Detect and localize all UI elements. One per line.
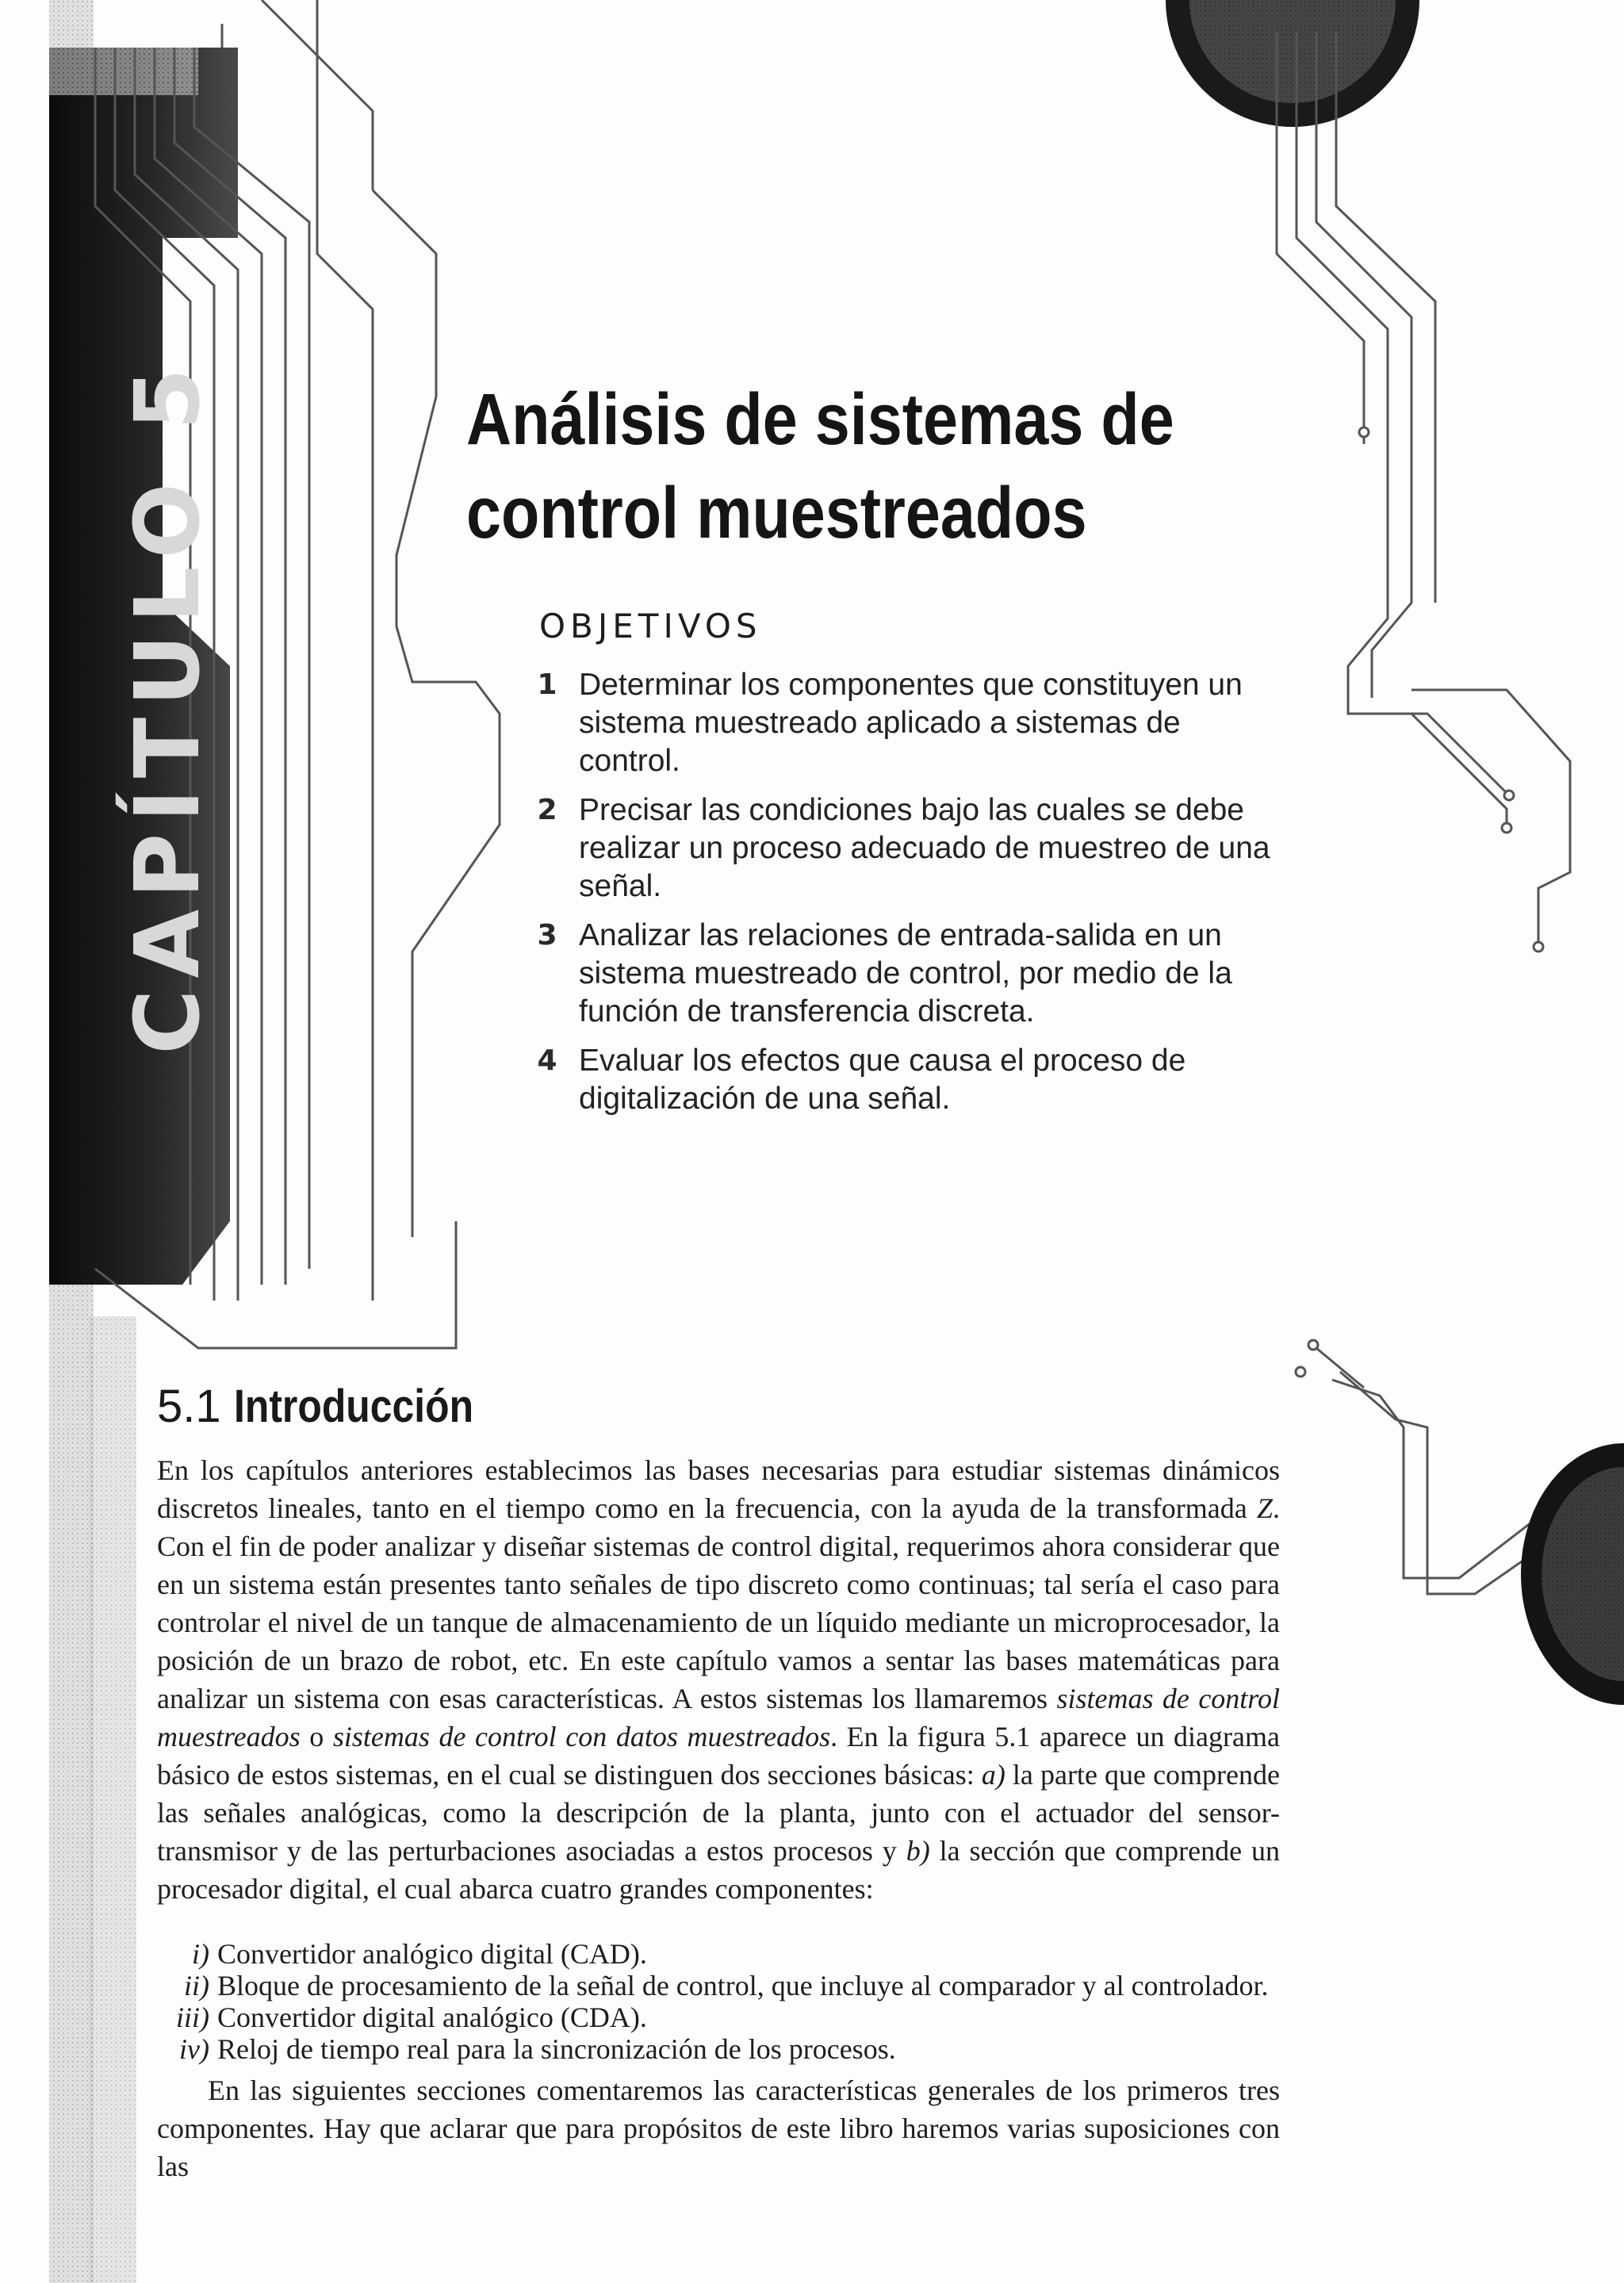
objective-item: [515, 666, 1277, 780]
objective-text: Determinar los componentes que constituyen un sistema muestreado aplicado a sistemas de control.: [579, 668, 1243, 778]
component-text: Convertidor analógico digital (CAD).: [217, 1938, 647, 1970]
component-item: [157, 2001, 1291, 2033]
objectives-list: [515, 666, 1277, 1129]
objective-number: 3: [537, 919, 557, 952]
paragraph-text: . Con el fin de poder analizar y diseñar sistemas de control digital, requerimos ahora considerar que en un sistema están presentes tanto señales de tipo discreto como continuas; tal sería el caso para controlar el nivel de un tanque de almacenamiento de un líquido mediante un microprocesador, la posición de un brazo de robot, etc. En este capítulo vamos a sentar las bases matemáticas para analizar un sistema con esas características. A estos sistemas los llamaremos: [157, 1492, 1280, 1714]
list-marker: b): [906, 1835, 930, 1867]
objective-text: Evaluar los efectos que causa el proceso de digitalización de una señal.: [579, 1044, 1186, 1116]
section-title: Introducción: [233, 1381, 473, 1432]
objective-text: Precisar las condiciones bajo las cuales se debe realizar un proceso adecuado de muestreo de una señal.: [579, 793, 1270, 903]
objectives-heading: OBJETIVOS: [539, 607, 762, 645]
section-heading: [157, 1380, 512, 1433]
right-traces: [1277, 32, 1578, 1594]
chapter-title-line2: control muestreados: [466, 473, 1087, 554]
chapter-title-line1: Análisis de sistemas de: [466, 379, 1174, 460]
paragraph-text: o: [300, 1721, 333, 1752]
component-marker: iii): [176, 2001, 209, 2033]
paragraph-text: la parte que comprende las señales analógicas, como la descripción de la planta, junto con el actuador del sensor-transmisor y de las perturbaciones asociadas a estos procesos y: [157, 1759, 1280, 1867]
paragraph-text: En los capítulos anteriores establecimos las bases necesarias para estudiar sistemas dinámicos discretos lineales, tanto en el tiempo como en la frecuencia, con la ayuda de la transformada: [157, 1454, 1280, 1524]
component-item: [157, 1938, 1291, 1970]
trace-terminals: [1296, 427, 1543, 1377]
component-text: Convertidor digital analógico (CDA).: [217, 2001, 647, 2033]
objective-text: Analizar las relaciones de entrada-salida en un sistema muestreado de control, por medio de la función de transferencia discreta.: [579, 918, 1232, 1028]
intro-paragraph: [157, 1451, 1280, 1908]
objective-item: [515, 917, 1277, 1031]
objective-item: [515, 1042, 1277, 1118]
component-item: [157, 1970, 1291, 2001]
component-item: [157, 2033, 1291, 2065]
defined-term: sistemas de control con datos muestreados: [332, 1721, 831, 1752]
component-marker: iv): [179, 2033, 209, 2065]
closing-paragraph: En las siguientes secciones comentaremos las características generales de los primeros tres componentes. Hay que aclarar que para propósitos de este libro haremos varias suposiciones con las: [157, 2074, 1280, 2182]
component-marker: ii): [184, 1970, 209, 2001]
paragraph-text: la sección que comprende un procesador digital, el cual abarca cuatro grandes componentes:: [157, 1835, 1280, 1905]
transform-symbol: Z: [1256, 1492, 1273, 1524]
component-marker: i): [192, 1938, 209, 1970]
components-list: [157, 1938, 1291, 2065]
component-text: Bloque de procesamiento de la señal de control, que incluye al comparador y al controlador.: [217, 1970, 1269, 2001]
defined-term: sistemas de control muestreados: [157, 1683, 1280, 1752]
component-text: Reloj de tiempo real para la sincronización de los procesos.: [217, 2033, 896, 2065]
chapter-tab-texture: [49, 48, 198, 95]
objective-number: 2: [537, 794, 557, 826]
objective-number: 1: [537, 668, 557, 701]
objective-number: 4: [537, 1044, 557, 1077]
objective-item: [515, 791, 1277, 906]
margin-strip-lower: [89, 1316, 136, 2283]
paragraph-text: . En la figura 5.1 aparece un diagrama básico de estos sistemas, en el cual se distinguen dos secciones básicas:: [157, 1721, 1280, 1791]
chapter-title: [466, 373, 1216, 560]
section-number: 5.1: [157, 1381, 221, 1432]
list-marker: a): [981, 1759, 1005, 1791]
chapter-label: CAPÍTULO 5: [117, 357, 220, 1055]
